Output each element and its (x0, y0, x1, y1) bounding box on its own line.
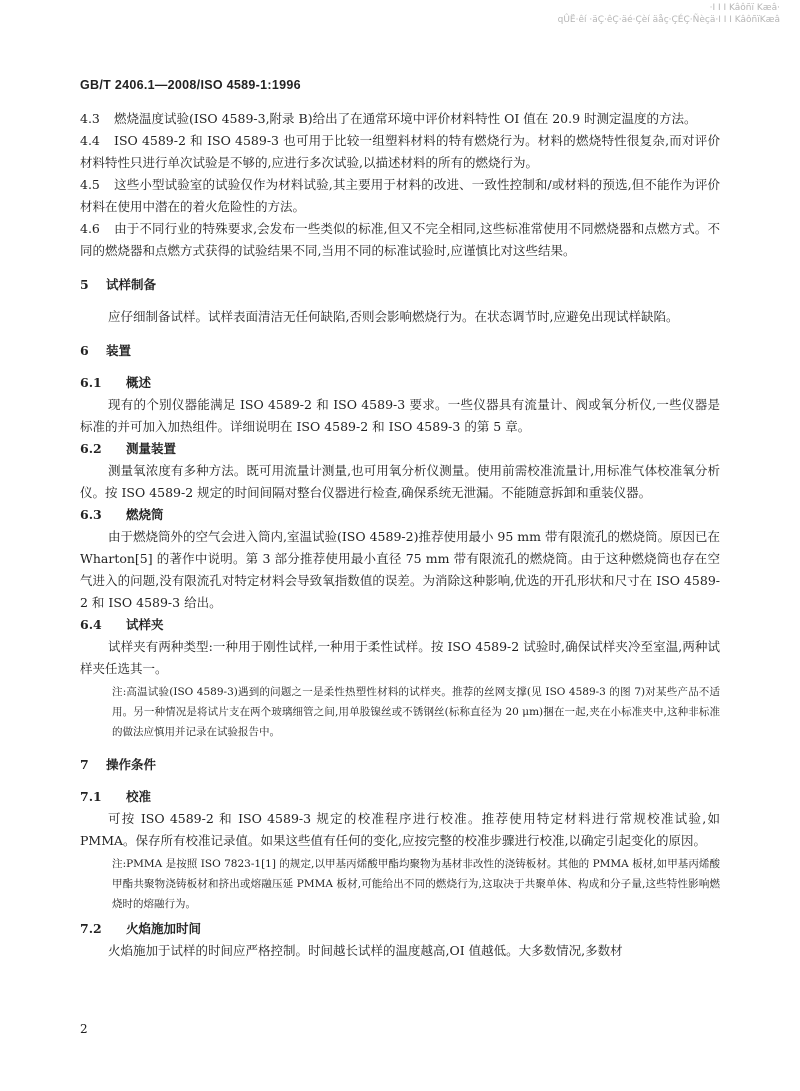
clause-number: 4.5 (80, 177, 100, 192)
section-6-heading (80, 340, 720, 362)
watermark-line-2: qÛË·êí ·äÇ·êÇ·äé·Çèí äåç·ÇÉÇ·Ñèçä·I I I KâôñïKæâ (557, 15, 780, 25)
section-number: 7 (80, 757, 89, 772)
clause-number: 6.2 (80, 441, 102, 456)
clause-4-4 (80, 130, 720, 174)
clause-number: 6.4 (80, 617, 102, 632)
clause-text: 由于不同行业的特殊要求,会发布一些类似的标准,但又不完全相同,这些标准常使用不同燃烧器和点燃方式。不同的燃烧器和点燃方式获得的试验结果不同,当用不同的标准试验时,应谨慎比对这些结果。 (80, 221, 720, 258)
clause-7-1-heading (80, 786, 720, 808)
watermark (558, 2, 780, 26)
clause-7-1-text: 可按 ISO 4589-2 和 ISO 4589-3 规定的校准程序进行校准。推荐使用特定材料进行常规校准试验,如 PMMA。保存所有校准记录值。如果这些值有任何的变化,应按完整的校准步骤进行校准,以确定引起变化的原因。 (80, 811, 720, 848)
clause-number: 4.6 (80, 221, 100, 236)
section-5-text: 应仔细制备试样。试样表面清洁无任何缺陷,否则会影响燃烧行为。在状态调节时,应避免出现试样缺陷。 (108, 309, 679, 324)
clause-number: 6.3 (80, 507, 102, 522)
clause-title: 测量装置 (126, 441, 177, 456)
clause-7-2-heading (80, 918, 720, 940)
clause-6-4-note: 注:高温试验(ISO 4589-3)遇到的问题之一是柔性热塑性材料的试样夹。推荐的丝网支撑(见 ISO 4589-3 的图 7)对某些产品不适用。另一种情况是将试片支在两个玻璃细管之间,用单股镍丝或不锈钢丝(标称直径为 20 μm)捆在一起,夹在小标准夹中,这种非标准的做法应慎用并记录在试验报告中。 (112, 686, 720, 738)
section-title: 装置 (106, 343, 132, 358)
clause-6-4-text: 试样夹有两种类型:一种用于刚性试样,一种用于柔性试样。按 ISO 4589-2 试验时,确保试样夹冷至室温,两种试样夹任选其一。 (80, 639, 720, 676)
clause-6-1-heading (80, 372, 720, 394)
clause-7-2-text: 火焰施加于试样的时间应严格控制。时间越长试样的温度越高,OI 值越低。大多数情况,多数材 (108, 943, 623, 958)
clause-6-1-text: 现有的个别仪器能满足 ISO 4589-2 和 ISO 4589-3 要求。一些仪器具有流量计、阀或氧分析仪,一些仪器是标准的并可加入加热组件。详细说明在 ISO 4589-2 和 ISO 4589-3 的第 5 章。 (80, 397, 720, 434)
page-number: 2 (80, 1022, 88, 1036)
clause-6-3-text: 由于燃烧筒外的空气会进入筒内,室温试验(ISO 4589-2)推荐使用最小 95 mm 带有限流孔的燃烧筒。原因已在 Wharton[5] 的著作中说明。第 3 部分推荐使用最小直径 75 mm 带有限流孔的燃烧筒。由于这种燃烧筒也存在空气进入的问题,没有限流孔对特定材料会导致氧指数值的误差。为消除这种影响,优选的开孔形状和尺寸在 ISO 4589-2 和 ISO 4589-3 给出。 (80, 529, 720, 610)
clause-6-4-heading (80, 614, 720, 636)
clause-title: 燃烧筒 (126, 507, 164, 522)
section-number: 6 (80, 343, 89, 358)
section-title: 试样制备 (106, 277, 157, 292)
clause-number: 7.1 (80, 789, 102, 804)
watermark-line-1: ·I I I Kâôñï Kæâ· (709, 3, 780, 13)
clause-6-2-text: 测量氧浓度有多种方法。既可用流量计测量,也可用氧分析仪测量。使用前需校准流量计,用标准气体校准氧分析仪。按 ISO 4589-2 规定的时间间隔对整台仪器进行检查,确保系统无泄漏。不能随意拆卸和重装仪器。 (80, 463, 720, 500)
clause-number: 7.2 (80, 921, 102, 936)
page-header: GB/T 2406.1—2008/ISO 4589-1:1996 (80, 78, 301, 92)
clause-title: 火焰施加时间 (126, 921, 202, 936)
clause-title: 校准 (126, 789, 152, 804)
clause-number: 6.1 (80, 375, 102, 390)
section-title: 操作条件 (106, 757, 157, 772)
clause-4-6 (80, 218, 720, 262)
clause-4-5 (80, 174, 720, 218)
document-body (80, 108, 720, 962)
clause-text: ISO 4589-2 和 ISO 4589-3 也可用于比较一组塑料材料的特有燃烧行为。材料的燃烧特性很复杂,而对评价材料特性只进行单次试验是不够的,应进行多次试验,以描述材料的所有的燃烧行为。 (80, 133, 720, 170)
section-7-heading (80, 754, 720, 776)
clause-6-3-heading (80, 504, 720, 526)
clause-4-3 (80, 108, 720, 130)
clause-text: 这些小型试验室的试验仅作为材料试验,其主要用于材料的改进、一致性控制和/或材料的预选,但不能作为评价材料在使用中潜在的着火危险性的方法。 (80, 177, 720, 214)
clause-7-1-note: 注:PMMA 是按照 ISO 7823-1[1] 的规定,以甲基丙烯酸甲酯均聚物为基材非改性的浇铸板材。其他的 PMMA 板材,如甲基丙烯酸甲酯共聚物浇铸板材和挤出或熔融压延 PMMA 板材,可能给出不同的燃烧行为,这取决于共聚单体、构成和分子量,这些特性影响燃烧时的熔融行为。 (112, 858, 720, 910)
clause-title: 试样夹 (126, 617, 164, 632)
clause-number: 4.3 (80, 111, 100, 126)
clause-number: 4.4 (80, 133, 100, 148)
clause-text: 燃烧温度试验(ISO 4589-3,附录 B)给出了在通常环境中评价材料特性 OI 值在 20.9 时测定温度的方法。 (114, 111, 697, 126)
section-5-heading (80, 274, 720, 296)
clause-title: 概述 (126, 375, 152, 390)
section-number: 5 (80, 277, 89, 292)
clause-6-2-heading (80, 438, 720, 460)
